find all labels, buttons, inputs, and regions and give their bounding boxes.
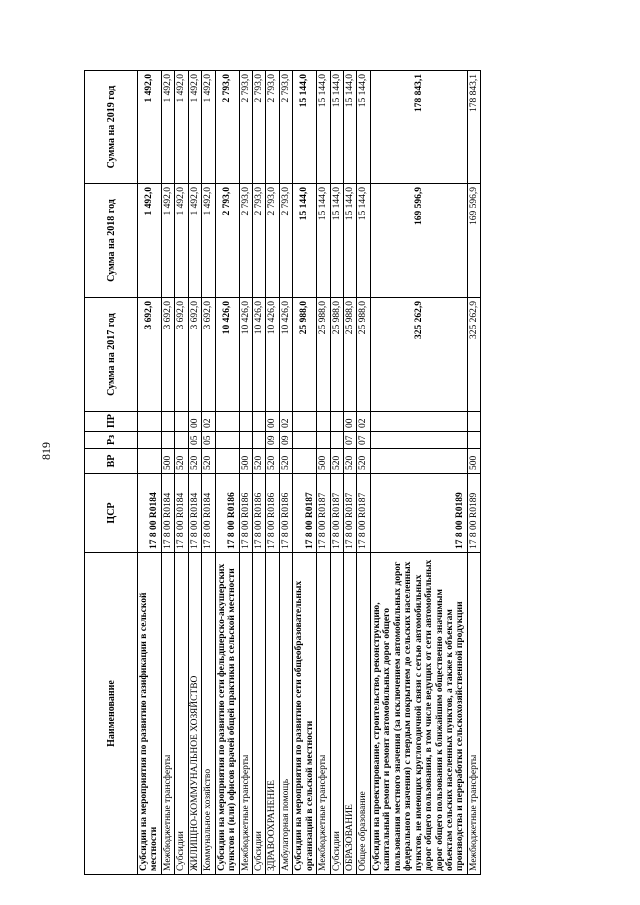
cell-name: Субсидии на мероприятия по развитию сети общеобразовательных организаций в сельской местности xyxy=(293,553,317,875)
table-row xyxy=(279,71,292,875)
cell-name: Межбюджетные трансферты xyxy=(467,553,480,875)
cell-vr: 520 xyxy=(188,449,201,474)
cell-csr: 17 8 00 R0186 xyxy=(252,474,265,553)
cell-name: Субсидии xyxy=(175,553,188,875)
cell-vr xyxy=(215,449,239,474)
cell-sum-2017: 25 988,0 xyxy=(357,298,370,412)
cell-rz xyxy=(138,432,162,449)
cell-rz xyxy=(175,432,188,449)
cell-pr: 02 xyxy=(279,412,292,432)
budget-table xyxy=(84,70,481,875)
cell-vr: 500 xyxy=(467,449,480,474)
cell-sum-2019: 1 492,0 xyxy=(138,71,162,184)
cell-rz xyxy=(293,432,317,449)
cell-pr xyxy=(138,412,162,432)
cell-vr: 520 xyxy=(279,449,292,474)
cell-rz xyxy=(317,432,330,449)
cell-name: Общее образование xyxy=(357,553,370,875)
cell-name: Межбюджетные трансферты xyxy=(317,553,330,875)
cell-sum-2019: 15 144,0 xyxy=(344,71,357,184)
cell-sum-2018: 15 144,0 xyxy=(293,184,317,298)
page-number: 819 xyxy=(39,442,53,460)
cell-sum-2019: 1 492,0 xyxy=(202,71,215,184)
cell-csr: 17 8 00 R0187 xyxy=(317,474,330,553)
cell-sum-2019: 15 144,0 xyxy=(293,71,317,184)
cell-pr xyxy=(239,412,252,432)
cell-sum-2017: 10 426,0 xyxy=(252,298,265,412)
cell-vr: 500 xyxy=(239,449,252,474)
cell-pr: 00 xyxy=(266,412,279,432)
cell-vr: 500 xyxy=(317,449,330,474)
cell-pr xyxy=(175,412,188,432)
cell-pr xyxy=(293,412,317,432)
cell-csr: 17 8 00 R0186 xyxy=(215,474,239,553)
table-row xyxy=(175,71,188,875)
cell-sum-2017: 25 988,0 xyxy=(330,298,343,412)
cell-rz: 09 xyxy=(279,432,292,449)
header-pr: ПР xyxy=(85,412,138,432)
cell-sum-2017: 3 692,0 xyxy=(161,298,174,412)
table-row xyxy=(252,71,265,875)
cell-sum-2018: 1 492,0 xyxy=(161,184,174,298)
header-sum-2018: Сумма на 2018 год xyxy=(85,184,138,298)
cell-sum-2018: 15 144,0 xyxy=(344,184,357,298)
cell-csr: 17 8 00 R0187 xyxy=(293,474,317,553)
cell-sum-2019: 15 144,0 xyxy=(317,71,330,184)
cell-pr: 00 xyxy=(188,412,201,432)
cell-sum-2018: 2 793,0 xyxy=(252,184,265,298)
table-row xyxy=(239,71,252,875)
table-header-row xyxy=(85,71,138,875)
table-row xyxy=(370,71,467,875)
cell-sum-2017: 10 426,0 xyxy=(266,298,279,412)
cell-sum-2018: 15 144,0 xyxy=(317,184,330,298)
cell-sum-2018: 1 492,0 xyxy=(202,184,215,298)
cell-sum-2019: 2 793,0 xyxy=(239,71,252,184)
cell-sum-2017: 25 988,0 xyxy=(293,298,317,412)
cell-csr: 17 8 00 R0186 xyxy=(239,474,252,553)
cell-sum-2017: 10 426,0 xyxy=(239,298,252,412)
header-csr: ЦСР xyxy=(85,474,138,553)
cell-sum-2019: 178 843,1 xyxy=(370,71,467,184)
cell-name: Субсидии xyxy=(252,553,265,875)
cell-csr: 17 8 00 R0187 xyxy=(330,474,343,553)
cell-sum-2018: 15 144,0 xyxy=(357,184,370,298)
cell-sum-2019: 1 492,0 xyxy=(188,71,201,184)
cell-name: Межбюджетные трансферты xyxy=(161,553,174,875)
cell-vr: 520 xyxy=(266,449,279,474)
cell-csr: 17 8 00 R0184 xyxy=(138,474,162,553)
cell-sum-2019: 2 793,0 xyxy=(266,71,279,184)
cell-rz xyxy=(215,432,239,449)
cell-pr xyxy=(467,412,480,432)
cell-vr: 520 xyxy=(175,449,188,474)
cell-name: Амбулаторная помощь xyxy=(279,553,292,875)
table-row xyxy=(357,71,370,875)
cell-sum-2019: 178 843,1 xyxy=(467,71,480,184)
cell-sum-2019: 1 492,0 xyxy=(175,71,188,184)
table-row xyxy=(330,71,343,875)
cell-sum-2018: 2 793,0 xyxy=(279,184,292,298)
header-vr: ВР xyxy=(85,449,138,474)
cell-sum-2017: 325 262,9 xyxy=(370,298,467,412)
table-row xyxy=(293,71,317,875)
cell-rz xyxy=(370,432,467,449)
cell-sum-2018: 169 596,9 xyxy=(467,184,480,298)
cell-csr: 17 8 00 R0189 xyxy=(370,474,467,553)
cell-sum-2018: 169 596,9 xyxy=(370,184,467,298)
cell-pr xyxy=(252,412,265,432)
cell-vr: 520 xyxy=(252,449,265,474)
cell-rz xyxy=(252,432,265,449)
cell-vr: 520 xyxy=(202,449,215,474)
cell-sum-2018: 1 492,0 xyxy=(175,184,188,298)
cell-csr: 17 8 00 R0184 xyxy=(202,474,215,553)
cell-csr: 17 8 00 R0184 xyxy=(188,474,201,553)
cell-name: Субсидии xyxy=(330,553,343,875)
cell-rz xyxy=(239,432,252,449)
cell-vr xyxy=(370,449,467,474)
cell-csr: 17 8 00 R0187 xyxy=(357,474,370,553)
cell-sum-2017: 3 692,0 xyxy=(188,298,201,412)
cell-sum-2019: 2 793,0 xyxy=(279,71,292,184)
cell-name: Субсидии на мероприятия по развитию газификации в сельской местности xyxy=(138,553,162,875)
cell-pr: 02 xyxy=(202,412,215,432)
cell-sum-2019: 2 793,0 xyxy=(215,71,239,184)
cell-vr: 520 xyxy=(344,449,357,474)
cell-name: ЖИЛИЩНО-КОММУНАЛЬНОЕ ХОЗЯЙСТВО xyxy=(188,553,201,875)
cell-name: ЗДРАВООХРАНЕНИЕ xyxy=(266,553,279,875)
cell-sum-2017: 3 692,0 xyxy=(138,298,162,412)
cell-sum-2017: 3 692,0 xyxy=(202,298,215,412)
cell-csr: 17 8 00 R0187 xyxy=(344,474,357,553)
cell-vr: 500 xyxy=(161,449,174,474)
cell-sum-2018: 2 793,0 xyxy=(266,184,279,298)
header-rz: Рз xyxy=(85,432,138,449)
table-row xyxy=(467,71,480,875)
cell-rz: 05 xyxy=(202,432,215,449)
cell-sum-2018: 2 793,0 xyxy=(215,184,239,298)
cell-sum-2018: 2 793,0 xyxy=(239,184,252,298)
cell-csr: 17 8 00 R0184 xyxy=(175,474,188,553)
cell-sum-2017: 25 988,0 xyxy=(317,298,330,412)
cell-sum-2018: 1 492,0 xyxy=(138,184,162,298)
cell-csr: 17 8 00 R0184 xyxy=(161,474,174,553)
cell-rz: 09 xyxy=(266,432,279,449)
cell-csr: 17 8 00 R0189 xyxy=(467,474,480,553)
table-row xyxy=(266,71,279,875)
cell-name: Межбюджетные трансферты xyxy=(239,553,252,875)
cell-rz: 07 xyxy=(357,432,370,449)
cell-rz: 05 xyxy=(188,432,201,449)
cell-name: Коммунальное хозяйство xyxy=(202,553,215,875)
table-row xyxy=(344,71,357,875)
cell-pr: 02 xyxy=(357,412,370,432)
cell-pr xyxy=(317,412,330,432)
table-row xyxy=(215,71,239,875)
table-row xyxy=(317,71,330,875)
cell-rz xyxy=(330,432,343,449)
cell-rz xyxy=(161,432,174,449)
cell-pr: 00 xyxy=(344,412,357,432)
cell-sum-2019: 2 793,0 xyxy=(252,71,265,184)
header-sum-2019: Сумма на 2019 год xyxy=(85,71,138,184)
cell-sum-2019: 1 492,0 xyxy=(161,71,174,184)
cell-sum-2017: 25 988,0 xyxy=(344,298,357,412)
header-name: Наименование xyxy=(85,553,138,875)
cell-rz xyxy=(467,432,480,449)
cell-sum-2017: 3 692,0 xyxy=(175,298,188,412)
cell-name: Субсидии на мероприятия по развитию сети фельдшерско-акушерских пунктов и (или) офисов врачей общей практики в сельской местности xyxy=(215,553,239,875)
cell-pr xyxy=(370,412,467,432)
cell-name: Субсидии на проектирование, строительство, реконструкцию, капитальный ремонт и ремонт автомобильных дорог общего пользования местного значения (за исключением автомобильных дорог федерального значения) с твердым покрытием до сельских населенных пунктов, не имеющих круглогодичной связи с сетью автомобильных дорог общего пользования, в том числе ведущих от сети автомобильных дорог общего пользования к ближайшим общественно значимым объектам сельских населенных пунктов, а также к объектам производства и переработки сельскохозяйственной продукции xyxy=(370,553,467,875)
cell-sum-2019: 15 144,0 xyxy=(330,71,343,184)
cell-sum-2018: 15 144,0 xyxy=(330,184,343,298)
cell-rz: 07 xyxy=(344,432,357,449)
cell-name: ОБРАЗОВАНИЕ xyxy=(344,553,357,875)
rotated-table-container xyxy=(84,71,481,875)
cell-csr: 17 8 00 R0186 xyxy=(266,474,279,553)
cell-vr: 520 xyxy=(357,449,370,474)
cell-sum-2017: 10 426,0 xyxy=(279,298,292,412)
cell-sum-2018: 1 492,0 xyxy=(188,184,201,298)
cell-vr xyxy=(138,449,162,474)
cell-sum-2017: 10 426,0 xyxy=(215,298,239,412)
header-sum-2017: Сумма на 2017 год xyxy=(85,298,138,412)
table-row xyxy=(138,71,162,875)
table-row xyxy=(161,71,174,875)
cell-vr: 520 xyxy=(330,449,343,474)
cell-pr xyxy=(330,412,343,432)
cell-sum-2019: 15 144,0 xyxy=(357,71,370,184)
table-row xyxy=(188,71,201,875)
cell-csr: 17 8 00 R0186 xyxy=(279,474,292,553)
cell-vr xyxy=(293,449,317,474)
cell-pr xyxy=(215,412,239,432)
cell-sum-2017: 325 262,9 xyxy=(467,298,480,412)
table-row xyxy=(202,71,215,875)
cell-pr xyxy=(161,412,174,432)
